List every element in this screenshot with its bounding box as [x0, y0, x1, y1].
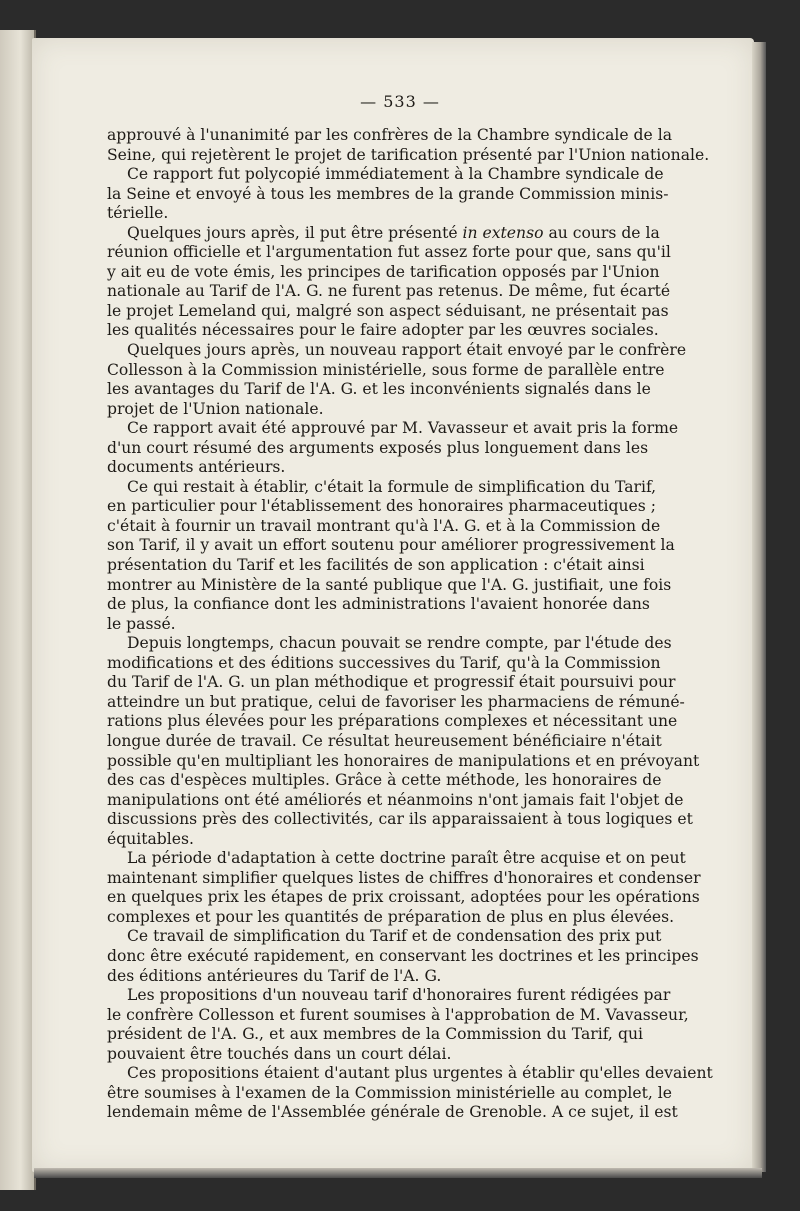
- text-line: les avantages du Tarif de l'A. G. et les inconvénients signalés dans le: [107, 380, 651, 399]
- text-line: Depuis longtemps, chacun pouvait se rendre compte, par l'étude des: [127, 634, 672, 653]
- text-line: manipulations ont été améliorés et néanmoins n'ont jamais fait l'objet de: [107, 790, 684, 809]
- text-line: La période d'adaptation à cette doctrine paraît être acquise et on peut: [127, 849, 686, 868]
- text-line: Quelques jours après, un nouveau rapport était envoyé par le confrère: [127, 341, 687, 360]
- text-line: Ce travail de simplification du Tarif et de condensation des prix put: [127, 927, 662, 946]
- text-line: président de l'A. G., et aux membres de la Commission du Tarif, qui: [107, 1025, 643, 1044]
- text-line: montrer au Ministère de la santé publique que l'A. G. justifiait, une fois: [107, 575, 672, 594]
- text-line: complexes et pour les quantités de préparation de plus en plus élevées.: [107, 907, 675, 926]
- text-line: Ces propositions étaient d'autant plus urgentes à établir qu'elles devaient: [127, 1064, 713, 1083]
- text-line: projet de l'Union nationale.: [107, 399, 324, 418]
- text-line: son Tarif, il y avait un effort soutenu pour améliorer progressivement la: [107, 536, 675, 555]
- text-line: réunion officielle et l'argumentation fut assez forte pour que, sans qu'il: [107, 243, 671, 262]
- text-line: en particulier pour l'établissement des honoraires pharmaceutiques ;: [107, 497, 656, 516]
- text-line: le passé.: [107, 614, 176, 633]
- text-line: le projet Lemeland qui, malgré son aspect séduisant, ne présentait pas: [107, 301, 669, 320]
- text-line: Quelques jours après, il put être présenté in extenso au cours de la: [127, 223, 660, 242]
- left-page-edge: [0, 30, 36, 1190]
- text-line: en quelques prix les étapes de prix croissant, adoptées pour les opérations: [107, 888, 700, 907]
- text-line: c'était à fournir un travail montrant qu'à l'A. G. et à la Commission de: [107, 516, 661, 535]
- text-line: d'un court résumé des arguments exposés plus longuement dans les: [107, 438, 649, 457]
- page-number: — 533 —: [360, 92, 440, 111]
- text-line: être soumises à l'examen de la Commission ministérielle au complet, le: [107, 1083, 672, 1102]
- text-line: approuvé à l'unanimité par les confrères de la Chambre syndicale de la: [107, 126, 672, 144]
- text-line: Ce rapport fut polycopié immédiatement à la Chambre syndicale de: [127, 165, 664, 184]
- text-line: possible qu'en multipliant les honoraires de manipulations et en prévoyant: [107, 751, 700, 770]
- text-line: modifications et des éditions successives du Tarif, qu'à la Commission: [107, 653, 661, 672]
- text-line: Ce qui restait à établir, c'était la formule de simplification du Tarif,: [127, 477, 657, 496]
- text-line: longue durée de travail. Ce résultat heureusement bénéficiaire n'était: [107, 731, 662, 750]
- text-line: Collesson à la Commission ministérielle, sous forme de parallèle entre: [107, 360, 665, 379]
- text-line: rations plus élevées pour les préparations complexes et nécessitant une: [107, 712, 678, 731]
- text-line: lendemain même de l'Assemblée générale de Grenoble. A ce sujet, il est: [107, 1103, 678, 1122]
- text-line: atteindre un but pratique, celui de favoriser les pharmaciens de rémuné-: [107, 692, 685, 711]
- text-line: discussions près des collectivités, car ils apparaissaient à tous logiques et: [107, 810, 693, 829]
- text-line: donc être exécuté rapidement, en conservant les doctrines et les principes: [107, 946, 699, 965]
- text-line: du Tarif de l'A. G. un plan méthodique et progressif était poursuivi pour: [107, 673, 676, 692]
- text-line: présentation du Tarif et les facilités de son application : c'était ainsi: [107, 556, 645, 575]
- text-line: le confrère Collesson et furent soumises à l'approbation de M. Vavasseur,: [107, 1005, 689, 1024]
- page-bottom-edge: [34, 1168, 762, 1178]
- text-line: documents antérieurs.: [107, 458, 286, 477]
- page-right-edge: [752, 42, 766, 1172]
- text-line: y ait eu de vote émis, les principes de tarification opposés par l'Union: [107, 262, 660, 281]
- text-line: pouvaient être touchés dans un court délai.: [107, 1044, 452, 1063]
- body-text: [107, 126, 713, 1123]
- text-line: de plus, la confiance dont les administrations l'avaient honorée dans: [107, 595, 650, 614]
- text-line: équitables.: [107, 829, 194, 848]
- text-line: Ce rapport avait été approuvé par M. Vavasseur et avait pris la forme: [127, 419, 679, 438]
- text-line: des cas d'espèces multiples. Grâce à cette méthode, les honoraires de: [107, 771, 662, 790]
- text-line: des éditions antérieures du Tarif de l'A. G.: [107, 966, 442, 985]
- text-line: nationale au Tarif de l'A. G. ne furent pas retenus. De même, fut écarté: [107, 282, 671, 301]
- text-line: les qualités nécessaires pour le faire adopter par les œuvres sociales.: [107, 321, 659, 340]
- text-line: Les propositions d'un nouveau tarif d'honoraires furent rédigées par: [127, 986, 671, 1005]
- text-line: maintenant simplifier quelques listes de chiffres d'honoraires et condenser: [107, 868, 701, 887]
- text-line: térielle.: [107, 204, 169, 223]
- text-line: la Seine et envoyé à tous les membres de la grande Commission minis-: [107, 184, 669, 203]
- text-line: Seine, qui rejetèrent le projet de tarification présenté par l'Union nationale.: [107, 145, 710, 164]
